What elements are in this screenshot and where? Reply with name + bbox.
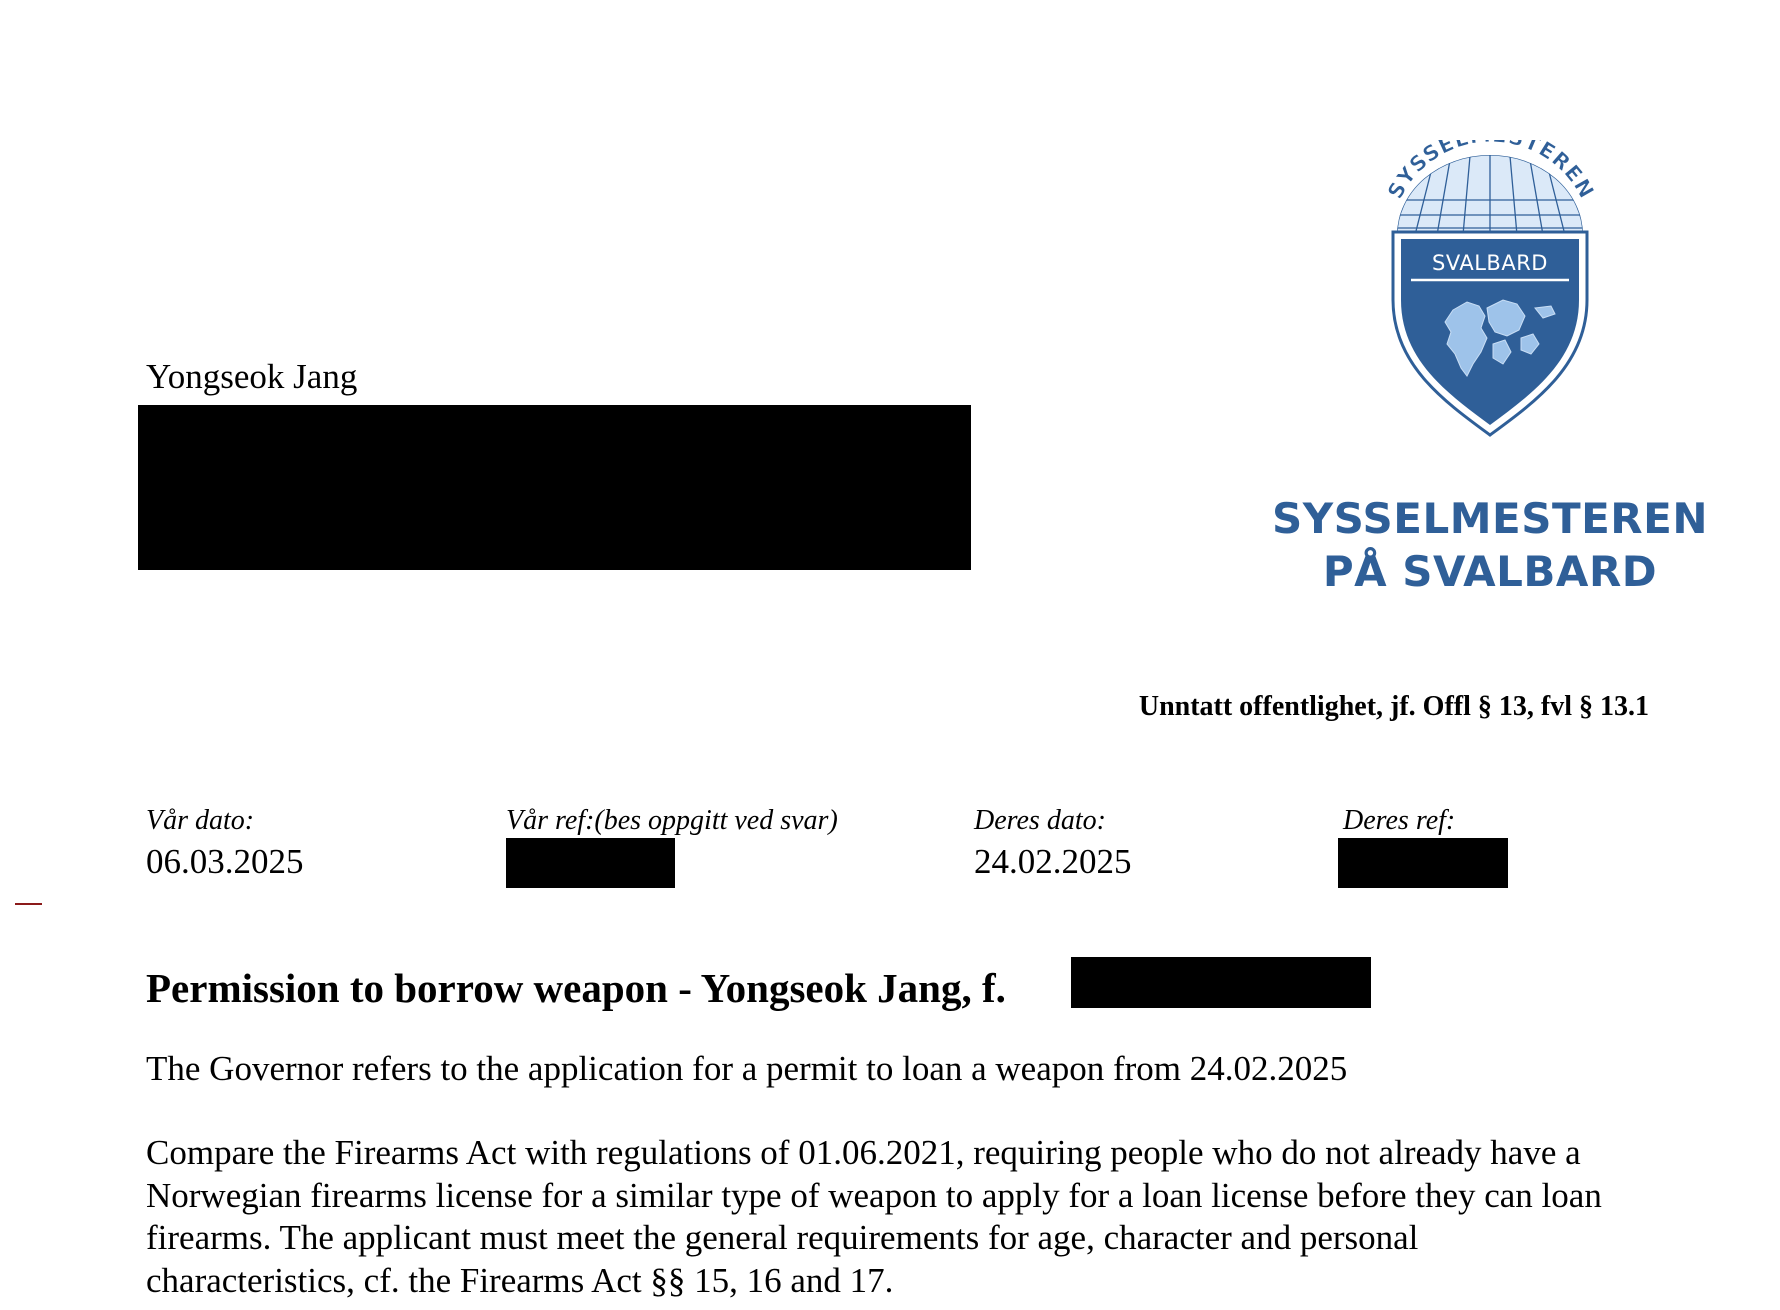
redacted-our-ref xyxy=(506,838,675,888)
svg-text:SYSSELMESTEREN: SYSSE TEREN xyxy=(1383,140,1599,203)
our-date-value: 06.03.2025 xyxy=(146,842,304,881)
organization-name-line2: PÅ SVALBARD xyxy=(1322,547,1658,596)
recipient-name: Yongseok Jang xyxy=(146,357,358,396)
organization-name-line1: SYSSELMESTEREN xyxy=(1272,494,1708,543)
body-paragraph-2: Compare the Firearms Act with regulations of 01.06.2021, requiring people who do not already have a Norwegian firearms license for a similar type of weapon to apply for a loan license before they can loan firearms. The applicant must meet the general requirements for age, character and personal characteristics, cf. the Firearms Act §§ 15, 16 and 17. xyxy=(146,1133,1602,1300)
redacted-birthdate xyxy=(1071,957,1371,1008)
their-date-value: 24.02.2025 xyxy=(974,842,1132,881)
redacted-their-ref xyxy=(1338,838,1508,888)
our-date-label: Vår dato: xyxy=(146,805,255,836)
letter-subject: Permission to borrow weapon - Yongseok Jang, f. xyxy=(146,965,1006,1011)
redacted-address xyxy=(138,405,971,570)
our-ref-label: Vår ref:(bes oppgitt ved svar) xyxy=(506,805,838,836)
their-date-label: Deres dato: xyxy=(974,805,1106,836)
margin-mark xyxy=(15,903,42,905)
body-paragraph-1: The Governor refers to the application for a permit to loan a weapon from 24.02.2025 xyxy=(146,1049,1348,1088)
sysselmesteren-logo xyxy=(1375,140,1605,450)
their-ref-label: Deres ref: xyxy=(1343,805,1456,836)
svg-text:SVALBARD: SVALBARD xyxy=(1432,251,1548,275)
organization-name xyxy=(1270,492,1710,598)
classification-notice: Unntatt offentlighet, jf. Offl § 13, fvl § 13.1 xyxy=(1138,691,1649,722)
